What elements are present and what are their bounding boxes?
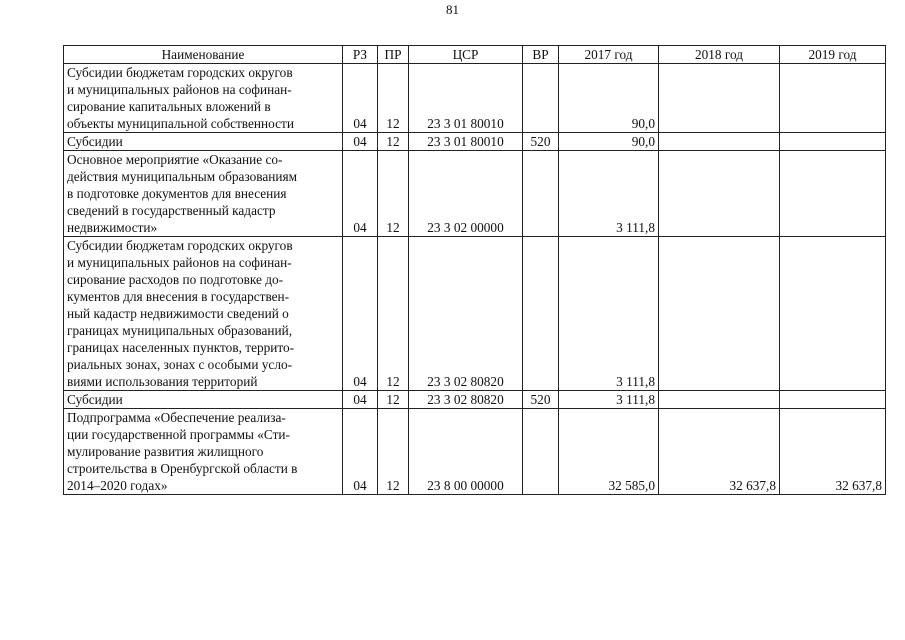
table-row — [64, 64, 886, 133]
cell-name-line: мулирование развития жилищного — [67, 444, 264, 459]
budget-table — [63, 45, 886, 495]
cell-name-line: границах муниципальных образований, — [67, 323, 293, 338]
cell-2017: 90,0 — [559, 64, 659, 133]
cell-csr: 23 3 01 80010 — [409, 133, 523, 151]
cell-pr: 12 — [378, 133, 409, 151]
cell-csr: 23 8 00 00000 — [409, 409, 523, 495]
cell-name-line: ный кадастр недвижимости сведений о — [67, 306, 289, 321]
table-body — [64, 64, 886, 495]
cell-name-line: недвижимости» — [67, 220, 158, 235]
cell-rz: 04 — [343, 133, 378, 151]
cell-vr — [523, 151, 559, 237]
cell-2018 — [659, 133, 780, 151]
cell-pr: 12 — [378, 64, 409, 133]
cell-2019 — [780, 64, 886, 133]
table-row — [64, 391, 886, 409]
cell-csr: 23 3 02 80820 — [409, 391, 523, 409]
cell-2018 — [659, 151, 780, 237]
cell-pr: 12 — [378, 151, 409, 237]
table-row — [64, 237, 886, 391]
header-2019: 2019 год — [780, 46, 886, 64]
cell-vr: 520 — [523, 133, 559, 151]
table-row — [64, 151, 886, 237]
cell-name-line: объекты муниципальной собственности — [67, 116, 294, 131]
cell-vr: 520 — [523, 391, 559, 409]
cell-2019 — [780, 237, 886, 391]
cell-name-line: Основное мероприятие «Оказание со- — [67, 152, 283, 167]
cell-2019 — [780, 133, 886, 151]
cell-pr: 12 — [378, 391, 409, 409]
cell-name-line: и муниципальных районов на софинан- — [67, 82, 292, 97]
cell-2017: 3 111,8 — [559, 237, 659, 391]
cell-pr: 12 — [378, 409, 409, 495]
cell-2019 — [780, 151, 886, 237]
cell-2017: 32 585,0 — [559, 409, 659, 495]
cell-name-line: Субсидии бюджетам городских округов — [67, 238, 293, 253]
header-vr: ВР — [523, 46, 559, 64]
cell-2019 — [780, 391, 886, 409]
cell-name-line: Субсидии бюджетам городских округов — [67, 65, 293, 80]
header-2017: 2017 год — [559, 46, 659, 64]
cell-2017: 3 111,8 — [559, 151, 659, 237]
cell-name-line: и муниципальных районов на софинан- — [67, 255, 292, 270]
cell-2019: 32 637,8 — [780, 409, 886, 495]
table-row — [64, 409, 886, 495]
table-header-row — [64, 46, 886, 64]
page-number: 81 — [446, 2, 459, 17]
cell-name-line: Субсидии — [67, 134, 123, 149]
cell-2017: 3 111,8 — [559, 391, 659, 409]
cell-name — [64, 133, 343, 151]
cell-rz: 04 — [343, 151, 378, 237]
header-name: Наименование — [64, 46, 343, 64]
cell-name — [64, 151, 343, 237]
cell-name-line: сирование капитальных вложений в — [67, 99, 271, 114]
cell-name — [64, 391, 343, 409]
cell-2018 — [659, 237, 780, 391]
cell-2018 — [659, 64, 780, 133]
cell-name-line: сведений в государственный кадастр — [67, 203, 276, 218]
cell-name-line: в подготовке документов для внесения — [67, 186, 287, 201]
header-pr: ПР — [378, 46, 409, 64]
cell-pr: 12 — [378, 237, 409, 391]
cell-vr — [523, 64, 559, 133]
cell-name-line: кументов для внесения в государствен- — [67, 289, 290, 304]
cell-name-line: ции государственной программы «Сти- — [67, 427, 290, 442]
cell-name-line: риальных зонах, зонах с особыми усло- — [67, 357, 293, 372]
cell-name-line: Субсидии — [67, 392, 123, 407]
cell-name-line: сирование расходов по подготовке до- — [67, 272, 284, 287]
cell-name — [64, 237, 343, 391]
cell-csr: 23 3 02 80820 — [409, 237, 523, 391]
cell-name-line: действия муниципальным образованиям — [67, 169, 298, 184]
cell-name-line: 2014–2020 годах» — [67, 478, 168, 493]
cell-vr — [523, 237, 559, 391]
cell-name — [64, 409, 343, 495]
cell-name-line: виями использования территорий — [67, 374, 258, 389]
cell-vr — [523, 409, 559, 495]
header-rz: РЗ — [343, 46, 378, 64]
cell-csr: 23 3 01 80010 — [409, 64, 523, 133]
cell-rz: 04 — [343, 64, 378, 133]
cell-csr: 23 3 02 00000 — [409, 151, 523, 237]
header-csr: ЦСР — [409, 46, 523, 64]
cell-name-line: границах населенных пунктов, террито- — [67, 340, 295, 355]
cell-2018 — [659, 391, 780, 409]
cell-rz: 04 — [343, 391, 378, 409]
cell-rz: 04 — [343, 409, 378, 495]
cell-2018: 32 637,8 — [659, 409, 780, 495]
cell-name — [64, 64, 343, 133]
header-2018: 2018 год — [659, 46, 780, 64]
table-row — [64, 133, 886, 151]
cell-name-line: строительства в Оренбургской области в — [67, 461, 298, 476]
cell-name-line: Подпрограмма «Обеспечение реализа- — [67, 410, 286, 425]
cell-rz: 04 — [343, 237, 378, 391]
cell-2017: 90,0 — [559, 133, 659, 151]
